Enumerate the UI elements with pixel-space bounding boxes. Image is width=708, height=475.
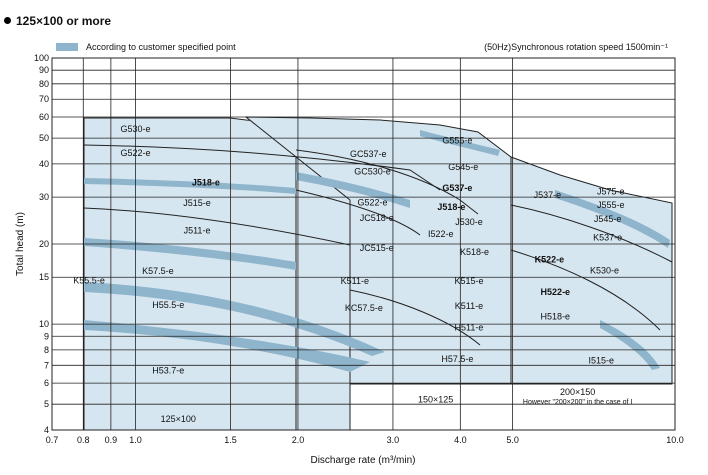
x-tick-labels: [46, 435, 684, 445]
model-label: H53.7-e: [152, 365, 185, 376]
model-label: GC530-e: [354, 166, 391, 177]
model-label: I515-e: [588, 355, 615, 366]
y-tick-label: 10: [38, 319, 49, 330]
model-label: J511-e: [183, 225, 211, 236]
model-label: J555-e: [596, 200, 625, 211]
model-label: J515-e: [183, 198, 211, 209]
x-tick-label: 10.0: [666, 435, 684, 445]
model-label: G522-e: [357, 197, 388, 208]
y-tick-label: 70: [38, 94, 49, 105]
model-label: H57.5-e: [441, 353, 474, 364]
y-tick-label: 40: [38, 158, 49, 169]
y-tick-label: 50: [38, 133, 49, 144]
x-tick-label: 1.0: [129, 435, 142, 445]
model-label: K511-e: [340, 276, 370, 287]
model-label: G537-e: [442, 182, 473, 193]
model-label: I522-e: [428, 229, 454, 240]
y-tick-label: 30: [38, 192, 49, 203]
region-label: 150×125: [418, 394, 454, 405]
y-tick-labels: [34, 53, 49, 435]
x-axis-label: Discharge rate (m³/min): [310, 455, 416, 466]
model-label: K515-e: [454, 276, 484, 287]
model-label: H518-e: [540, 311, 571, 322]
legend-label: According to customer specified point: [86, 42, 236, 52]
region-note: However "200×200" in the case of I: [522, 398, 633, 406]
model-label: G530-e: [120, 124, 151, 135]
y-tick-label: 15: [38, 272, 49, 283]
y-tick-label: 8: [43, 344, 49, 355]
model-label: J575-e: [596, 186, 625, 197]
y-tick-label: 6: [43, 378, 49, 389]
chart-heading-text: 125×100 or more: [16, 14, 112, 28]
model-label: J530-e: [455, 216, 483, 227]
model-label: JC518-e: [359, 213, 394, 224]
model-label: G522-e: [120, 147, 151, 158]
y-tick-label: 5: [43, 399, 49, 410]
y-tick-label: 80: [38, 78, 49, 89]
y-tick-label: 9: [43, 331, 49, 342]
y-tick-label: 90: [38, 65, 49, 76]
model-label: J537-e: [533, 190, 562, 201]
region-label: 125×100: [160, 413, 196, 424]
model-label: K537-e: [593, 232, 623, 243]
y-tick-label: 100: [33, 53, 49, 63]
y-axis-label: Total head (m): [15, 212, 26, 276]
x-tick-label: 0.8: [77, 435, 90, 445]
model-label: K511-e: [454, 300, 484, 311]
x-tick-label: 5.0: [506, 435, 519, 445]
model-label: K55.5-e: [73, 275, 105, 286]
model-label: J518-e: [191, 177, 220, 188]
model-label: K57.5-e: [142, 266, 174, 277]
y-tick-label: 7: [43, 360, 49, 371]
y-tick-label: 20: [38, 239, 49, 249]
model-label: K518-e: [460, 246, 490, 257]
model-label: KC57.5-e: [344, 302, 383, 313]
x-tick-label: 4.0: [454, 435, 467, 445]
model-label: G555-e: [442, 135, 473, 146]
model-label: H55.5-e: [152, 299, 185, 310]
region-label: 200×150: [560, 387, 596, 398]
model-label: G545-e: [448, 161, 479, 172]
x-tick-label: 0.7: [45, 435, 59, 445]
x-tick-label: 0.9: [104, 435, 118, 445]
model-label: J518-e: [437, 202, 466, 213]
model-label: GC537-e: [349, 149, 387, 160]
model-label: K530-e: [589, 265, 619, 276]
model-label: JC515-e: [359, 243, 394, 254]
speed-note: (50Hz)Synchronous rotation speed 1500min⁻¹: [484, 42, 668, 52]
y-tick-label: 4: [43, 425, 49, 435]
x-tick-label: 2.0: [291, 435, 305, 445]
model-label: J545-e: [593, 214, 622, 225]
model-label: H511-e: [454, 322, 484, 333]
x-tick-label: 1.5: [224, 435, 237, 445]
y-tick-label: 60: [38, 112, 49, 123]
model-label: H522-e: [540, 287, 571, 298]
model-label: K522-e: [534, 254, 565, 265]
x-tick-label: 3.0: [386, 435, 400, 445]
